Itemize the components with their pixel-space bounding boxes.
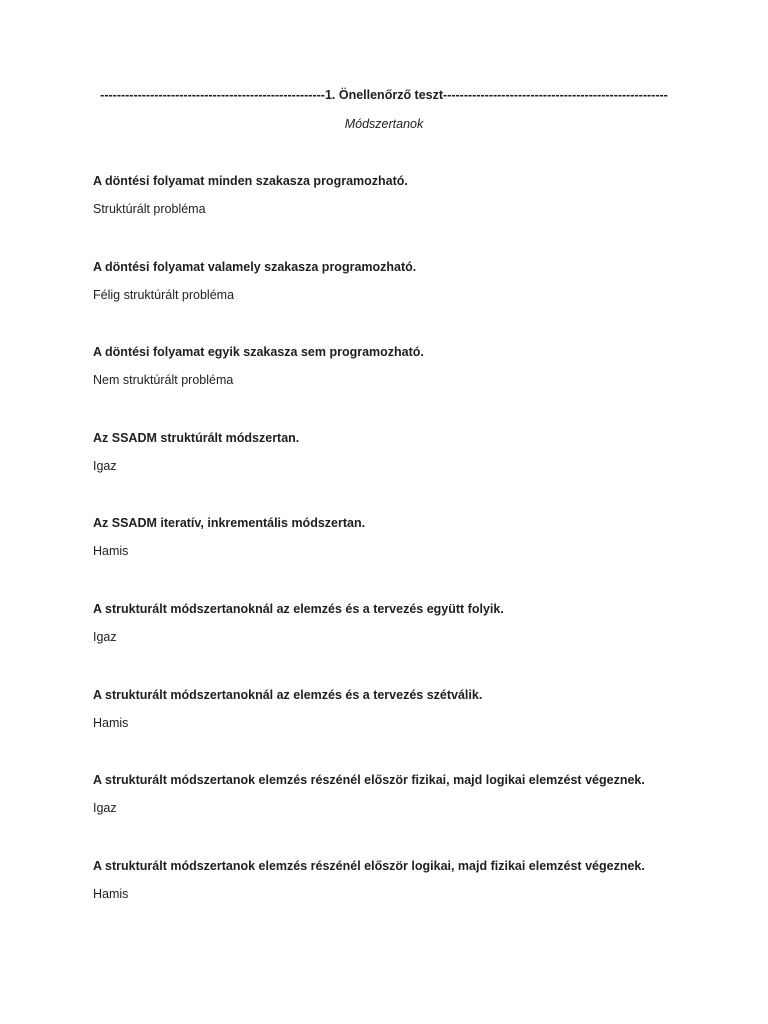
list-item (93, 602, 713, 688)
question-text: A strukturált módszertanoknál az elemzés és a tervezés együtt folyik. (93, 601, 504, 616)
question-text: A döntési folyamat egyik szakasza sem programozható. (93, 345, 424, 360)
list-item (93, 859, 713, 945)
answer-text: Igaz (93, 458, 117, 473)
list-item (93, 345, 713, 431)
answer-text: Félig struktúrált probléma (93, 287, 235, 302)
answer-text: Struktúrált probléma (93, 202, 206, 216)
list-item (93, 431, 713, 517)
answer-text: Hamis (93, 886, 129, 901)
answer-text: Hamis (93, 544, 129, 559)
page-title: ------------------------------------------------------1. Önellenőrző teszt------------------------------------------------------ (100, 88, 668, 102)
answer-text: Nem struktúrált probléma (93, 373, 234, 388)
answer-text: Igaz (93, 629, 117, 644)
list-item (93, 516, 713, 602)
list-item (93, 773, 713, 859)
page-subtitle: Módszertanok (344, 117, 424, 131)
question-text: A strukturált módszertanoknál az elemzés és a tervezés szétválik. (93, 687, 483, 702)
list-item (93, 260, 713, 346)
question-list (93, 174, 713, 944)
list-item (93, 688, 713, 774)
question-text: Az SSADM iteratív, inkrementális módszertan. (93, 516, 366, 531)
question-text: A döntési folyamat minden szakasza programozható. (93, 174, 408, 188)
question-text: Az SSADM struktúrált módszertan. (93, 430, 300, 445)
question-text: A döntési folyamat valamely szakasza programozható. (93, 259, 417, 274)
question-text: A strukturált módszertanok elemzés részénél először logikai, majd fizikai elemzést végeznek. (93, 858, 645, 873)
answer-text: Igaz (93, 801, 117, 816)
question-text: A strukturált módszertanok elemzés részénél először fizikai, majd logikai elemzést végeznek. (93, 773, 645, 788)
answer-text: Hamis (93, 715, 129, 730)
list-item (93, 174, 713, 260)
